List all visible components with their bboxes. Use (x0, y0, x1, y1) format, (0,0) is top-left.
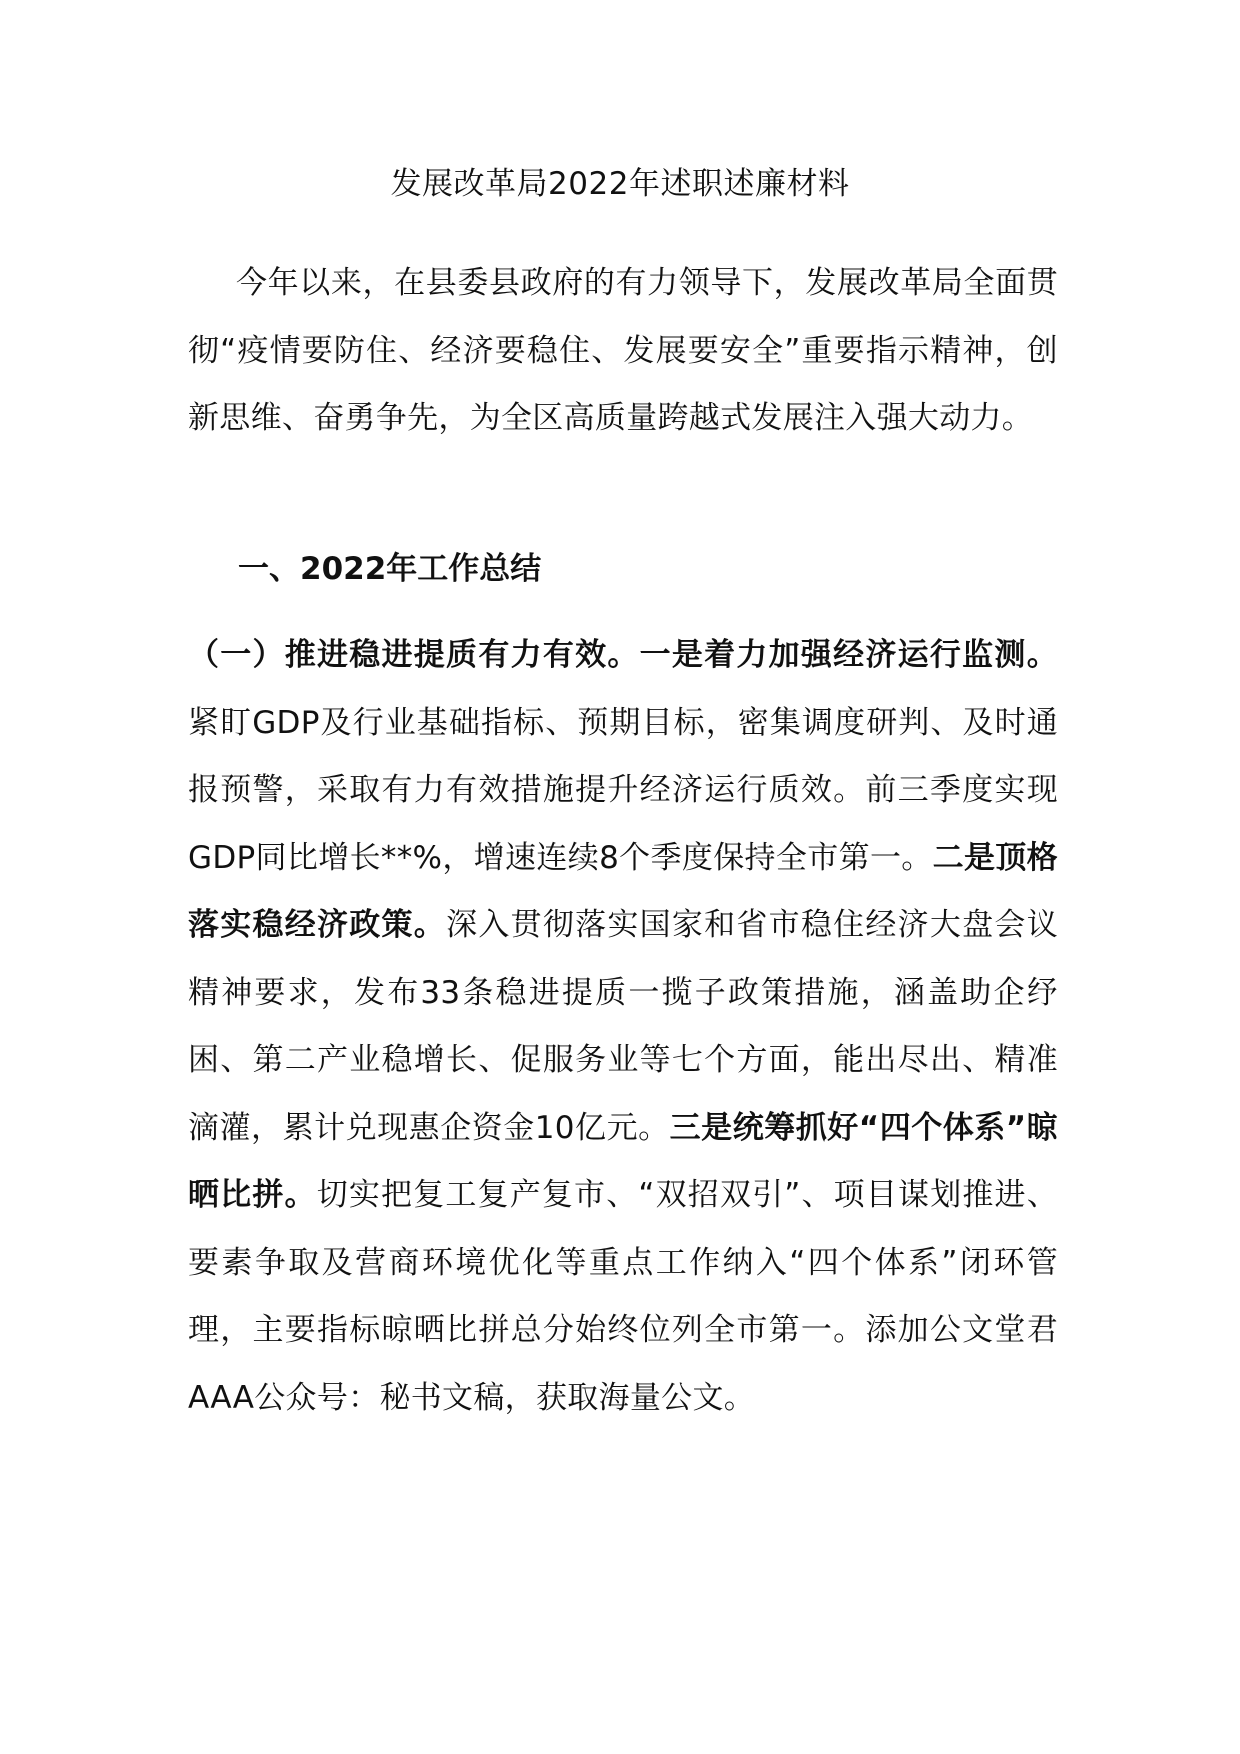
section-heading: 一、2022年工作总结 (238, 551, 542, 587)
section-paragraph (188, 622, 1058, 1432)
section-bold-2: 二是顶格落实稳经济政策。 (188, 839, 1058, 943)
section-bold-3: 三是统筹抓好“四个体系”晾晒比拼。 (188, 1109, 1058, 1213)
document-title: 发展改革局2022年述职述廉材料 (390, 166, 850, 202)
section-text-1: 紧盯GDP及行业基础指标、预期目标，密集调度研判、及时通报预警，采取有力有效措施提升经济运行质效。前三季度实现GDP同比增长**%，增速连续8个季度保持全市第一。 (188, 704, 1058, 876)
intro-paragraph: 今年以来，在县委县政府的有力领导下，发展改革局全面贯彻“疫情要防住、经济要稳住、发展要安全”重要指示精神，创新思维、奋勇争先，为全区高质量跨越式发展注入强大动力。 (188, 265, 1058, 436)
section-text-3: 切实把复工复产复市、“双招双引”、项目谋划推进、要素争取及营商环境优化等重点工作纳入“四个体系”闭环管理，主要指标晾晒比拼总分始终位列全市第一。添加公文堂君AAA公众号：秘书文稿，获取海量公文。 (188, 1177, 1058, 1416)
section-bold-lead: （一）推进稳进提质有力有效。一是着力加强经济运行监测。 (188, 637, 1058, 673)
section-text-2: 深入贯彻落实国家和省市稳住经济大盘会议精神要求，发布33条稳进提质一揽子政策措施，涵盖助企纾困、第二产业稳增长、促服务业等七个方面，能出尽出、精准滴灌，累计兑现惠企资金10亿元。 (188, 907, 1058, 1146)
